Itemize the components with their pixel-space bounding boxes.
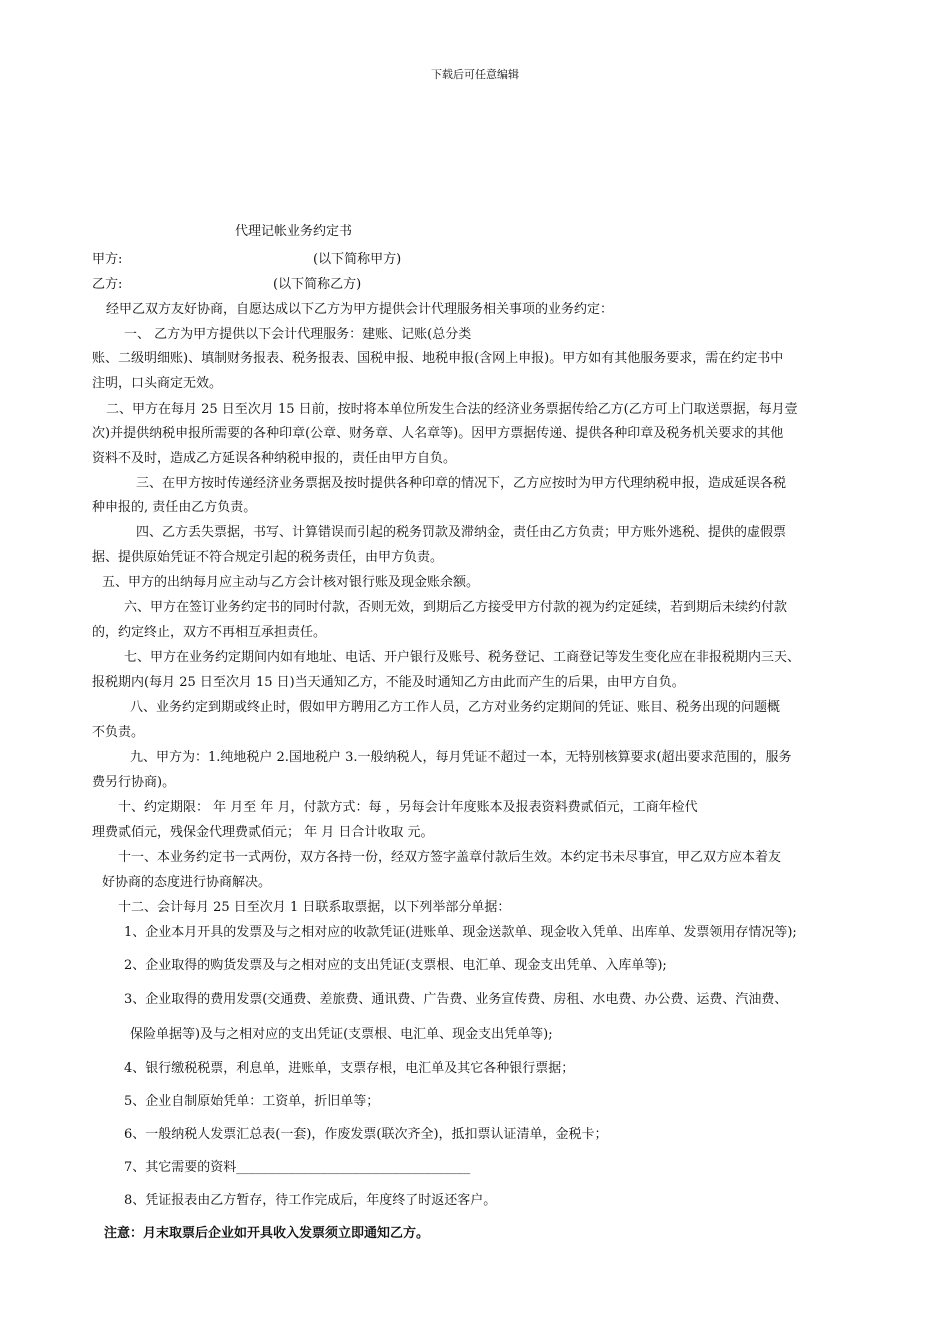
list-item-2: 2、企业取得的购货发票及与之相对应的支出凭证(支票根、电汇单、现金支出凭单、入库单等); (124, 958, 667, 973)
clause-2-line-3: 资料不及时，造成乙方延误各种纳税申报的，责任由甲方自负。 (92, 451, 457, 466)
clause-8-line-1: 八、业务约定到期或终止时，假如甲方聘用乙方工作人员，乙方对业务约定期间的凭证、账目、税务出现的问题概 (130, 700, 781, 715)
notice-text: 注意：月末取票后企业如开具收入发票须立即通知乙方。 (104, 1226, 430, 1241)
list-item-1: 1、企业本月开具的发票及与之相对应的收款凭证(进账单、现金送款单、现金收入凭单、出库单、发票领用存情况等); (124, 925, 797, 940)
clause-3-line-2: 种申报的, 责任由乙方负责。 (92, 500, 257, 515)
clause-1-line-2: 账、二级明细账)、填制财务报表、税务报表、国税申报、地税申报(含网上申报)。甲方如有其他服务要求，需在约定书中 (92, 351, 784, 366)
clause-4-line-1: 四、乙方丢失票据，书写、计算错误而引起的税务罚款及滞纳金，责任由乙方负责；甲方账外逃税、提供的虚假票 (136, 525, 787, 540)
clause-6-line-1: 六、甲方在签订业务约定书的同时付款，否则无效，到期后乙方接受甲方付款的视为约定延续，若到期后未续约付款 (124, 600, 788, 615)
clause-10-line-1: 十、约定期限： 年 月至 年 月，付款方式：每 ，另每会计年度账本及报表资料费贰佰元，工商年检代 (118, 800, 698, 815)
list-item-3: 3、企业取得的费用发票(交通费、差旅费、通讯费、广告费、业务宣传费、房租、水电费、办公费、运费、汽油费、 (124, 992, 788, 1007)
list-item-8: 8、凭证报表由乙方暂存，待工作完成后，年度终了时返还客户。 (124, 1193, 497, 1208)
clause-12-heading: 十二、会计每月 25 日至次月 1 日联系取票据，以下列举部分单据： (118, 900, 511, 915)
clause-7-line-2: 报税期内(每月 25 日至次月 15 日)当天通知乙方，不能及时通知乙方由此而产生的后果，由甲方自负。 (92, 675, 685, 690)
list-item-4: 4、银行缴税税票，利息单，进账单，支票存根，电汇单及其它各种银行票据； (124, 1061, 575, 1076)
clause-4-line-2: 据、提供原始凭证不符合规定引起的税务责任，由甲方负责。 (92, 550, 444, 565)
clause-10-line-2: 理费贰佰元，残保金代理费贰佰元； 年 月 日合计收取 元。 (92, 825, 434, 840)
party-b-note: (以下简称乙方) (273, 277, 362, 292)
clause-1-line-1: 一、 乙方为甲方提供以下会计代理服务：建账、记账(总分类 (124, 327, 472, 342)
list-item-6: 6、一般纳税人发票汇总表(一套)，作废发票(联次齐全)，抵扣票认证清单，金税卡； (124, 1127, 608, 1142)
clause-6-line-2: 的，约定终止，双方不再相互承担责任。 (92, 625, 327, 640)
list-item-5: 5、企业自制原始凭单：工资单，折旧单等； (124, 1094, 380, 1109)
clause-9-line-1: 九、甲方为：1.纯地税户 2.国地税户 3.一般纳税人，每月凭证不超过一本，无特别核算要求(超出要求范围的，服务 (130, 750, 792, 765)
clause-2-line-1: 二、甲方在每月 25 日至次月 15 日前，按时将本单位所发生合法的经济业务票据传给乙方(乙方可上门取送票据，每月壹 (106, 402, 798, 417)
intro-paragraph: 经甲乙双方友好协商，自愿达成以下乙方为甲方提供会计代理服务相关事项的业务约定： (106, 302, 614, 317)
document-title: 代理记帐业务约定书 (235, 224, 353, 239)
clause-5-line-1: 五、甲方的出纳每月应主动与乙方会计核对银行账及现金账余额。 (102, 575, 480, 590)
header-note: 下载后可任意编辑 (431, 68, 519, 81)
clause-11-line-2: 好协商的态度进行协商解决。 (102, 875, 272, 890)
party-b-label: 乙方: (92, 277, 123, 292)
clause-1-line-3: 注明，口头商定无效。 (92, 376, 223, 391)
clause-9-line-2: 费另行协商)。 (92, 775, 176, 790)
party-a-note: (以下简称甲方) (313, 252, 402, 267)
clause-8-line-2: 不负责。 (92, 725, 145, 740)
list-item-7: 7、其它需要的资料____________________________________ (124, 1160, 471, 1175)
clause-2-line-2: 次)并提供纳税申报所需要的各种印章(公章、财务章、人名章等)。因甲方票据传递、提供各种印章及税务机关要求的其他 (92, 426, 784, 441)
party-a-label: 甲方: (92, 252, 123, 267)
clause-3-line-1: 三、在甲方按时传递经济业务票据及按时提供各种印章的情况下，乙方应按时为甲方代理纳税申报，造成延误各税 (136, 476, 787, 491)
clause-11-line-1: 十一、本业务约定书一式两份，双方各持一份，经双方签字盖章付款后生效。本约定书未尽事宜，甲乙双方应本着友 (118, 850, 782, 865)
clause-7-line-1: 七、甲方在业务约定期间内如有地址、电话、开户银行及账号、税务登记、工商登记等发生变化应在非报税期内三天、 (124, 650, 801, 665)
list-item-3-continued: 保险单据等)及与之相对应的支出凭证(支票根、电汇单、现金支出凭单等); (130, 1027, 553, 1042)
